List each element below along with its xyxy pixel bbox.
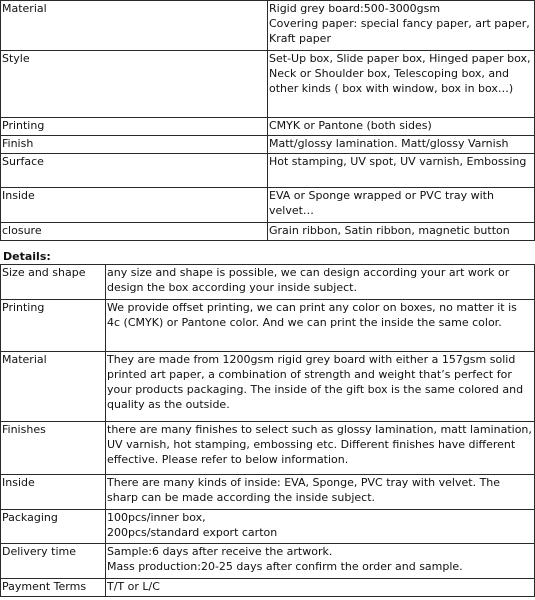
table-row xyxy=(1,223,535,241)
row-value: They are made from 1200gsm rigid grey board with either a 157gsm solid printed art paper, a combination of strength and weight that’s perfect for your products packaging. The inside of the gift box is the same colored and quality as the outside. xyxy=(106,352,535,422)
row-label: Inside xyxy=(1,475,106,510)
details-heading: Details: xyxy=(3,250,51,263)
table-row xyxy=(1,118,535,136)
row-label: Style xyxy=(1,51,268,118)
row-value: Matt/glossy lamination. Matt/glossy Varnish xyxy=(268,136,535,154)
row-value: CMYK or Pantone (both sides) xyxy=(268,118,535,136)
table-row xyxy=(1,475,535,510)
row-value: any size and shape is possible, we can design according your art work or design the box according your inside subject. xyxy=(106,265,535,300)
table-row xyxy=(1,352,535,422)
row-label: Inside xyxy=(1,188,268,223)
row-value: T/T or L/C xyxy=(106,579,535,597)
row-label: Material xyxy=(1,1,268,51)
row-label: Size and shape xyxy=(1,265,106,300)
table-row xyxy=(1,579,535,597)
row-value: 100pcs/inner box, 200pcs/standard export carton xyxy=(106,510,535,544)
row-value: Hot stamping, UV spot, UV varnish, Embossing xyxy=(268,154,535,188)
row-label: closure xyxy=(1,223,268,241)
details-table xyxy=(0,264,535,597)
row-value: Grain ribbon, Satin ribbon, magnetic button xyxy=(268,223,535,241)
row-label: Finishes xyxy=(1,422,106,475)
table-row xyxy=(1,51,535,118)
row-label: Packaging xyxy=(1,510,106,544)
table-row xyxy=(1,510,535,544)
table-row xyxy=(1,422,535,475)
table-row xyxy=(1,544,535,579)
row-label: Printing xyxy=(1,300,106,352)
row-value: Rigid grey board:500-3000gsm Covering paper: special fancy paper, art paper, Kraft paper xyxy=(268,1,535,51)
row-label: Material xyxy=(1,352,106,422)
row-value: Sample:6 days after receive the artwork. Mass production:20-25 days after confirm the order and sample. xyxy=(106,544,535,579)
specification-table xyxy=(0,0,535,241)
row-value: There are many kinds of inside: EVA, Sponge, PVC tray with velvet. The sharp can be made according the inside subject. xyxy=(106,475,535,510)
table-row xyxy=(1,136,535,154)
table-row xyxy=(1,154,535,188)
row-value: there are many finishes to select such as glossy lamination, matt lamination, UV varnish, hot stamping, embossing etc. Different finishes have different effective. Please refer to below information. xyxy=(106,422,535,475)
row-label: Delivery time xyxy=(1,544,106,579)
row-value: We provide offset printing, we can print any color on boxes, no matter it is 4c (CMYK) or Pantone color. And we can print the inside the same color. xyxy=(106,300,535,352)
row-label: Printing xyxy=(1,118,268,136)
row-label: Finish xyxy=(1,136,268,154)
table-row xyxy=(1,188,535,223)
table-row xyxy=(1,265,535,300)
table-row xyxy=(1,1,535,51)
row-label: Payment Terms xyxy=(1,579,106,597)
row-value: Set-Up box, Slide paper box, Hinged paper box, Neck or Shoulder box, Telescoping box, and other kinds ( box with window, box in box…) xyxy=(268,51,535,118)
row-value: EVA or Sponge wrapped or PVC tray with velvet… xyxy=(268,188,535,223)
row-label: Surface xyxy=(1,154,268,188)
table-row xyxy=(1,300,535,352)
